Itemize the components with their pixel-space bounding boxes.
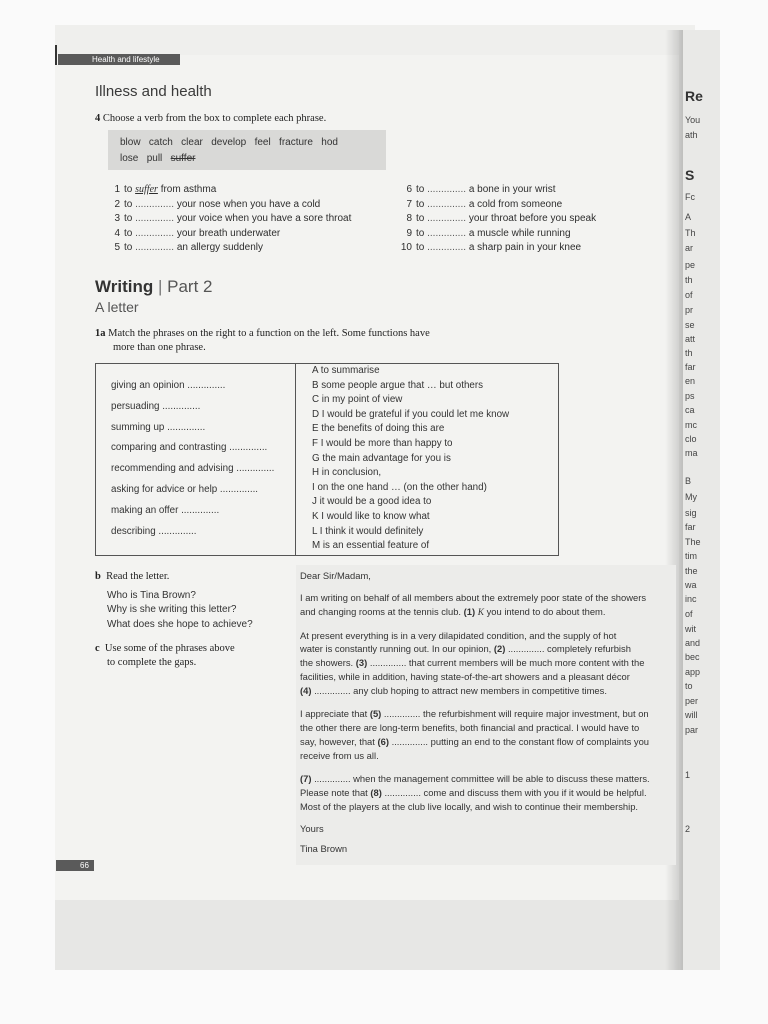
qc-text: Use some of the phrases above [104, 643, 235, 654]
phrase-blank: .............. [135, 213, 175, 224]
function-item: giving an opinion .............. [111, 380, 226, 391]
letter-line: facilities, while in addition, having state-of-the-art showers and a pleasant décor [300, 671, 630, 682]
qc-instruction [95, 643, 235, 654]
phrase-text: a sharp pain in your knee [468, 242, 582, 253]
verb: lose [120, 153, 139, 164]
gap-blank: .............. [314, 773, 351, 784]
phrase-blank: .............. [135, 228, 175, 239]
phrase-to: to [124, 213, 133, 224]
facing-page-fragment: S [685, 167, 695, 183]
qb-text: Read the letter. [106, 571, 170, 582]
letter-text: the showers. [300, 657, 354, 668]
facing-page-fragment: A [685, 212, 692, 222]
phrase-option: F I would be more than happy to [312, 438, 453, 449]
gap-number: (2) [493, 643, 506, 654]
gap-blank: .............. [384, 787, 421, 798]
qb-question: What does she hope to achieve? [107, 619, 253, 630]
phrase-number: 4 [114, 228, 120, 239]
facing-page-fragment: se [685, 320, 695, 330]
verb-box [108, 130, 386, 170]
function-item: asking for advice or help .............. [111, 484, 259, 495]
gap-number: (8) [370, 787, 382, 798]
phrase-blank: .............. [427, 213, 467, 224]
facing-page-fragment: of [685, 609, 693, 619]
facing-page-fragment: The [685, 537, 701, 547]
facing-page-fragment: of [685, 290, 693, 300]
facing-page-fragment: tim [685, 551, 697, 561]
facing-page [679, 30, 720, 970]
letter-text: Please note that [300, 787, 368, 798]
gap-blank: .............. [314, 685, 351, 696]
letter-line [300, 773, 650, 784]
phrase-text: your breath underwater [176, 228, 281, 239]
letter-closing: Yours [300, 823, 324, 834]
phrase-blank: .............. [427, 228, 467, 239]
verb: develop [211, 137, 247, 148]
table-divider [295, 363, 296, 556]
letter-signature: Tina Brown [300, 843, 348, 854]
phrase-item [108, 228, 280, 239]
exercise-4-instruction [95, 113, 326, 124]
writing-part: Part 2 [167, 277, 213, 296]
phrase-number: 3 [114, 213, 120, 224]
phrase-answer: suffer [135, 184, 158, 195]
phrase-blank: .............. [135, 242, 175, 253]
phrase-to: to [416, 213, 425, 224]
function-item: persuading .............. [111, 401, 201, 412]
gap-number: (1) [463, 606, 476, 617]
facing-page-fragment: per [685, 696, 699, 706]
letter-line: I am writing on behalf of all members about the extremely poor state of the showers [300, 592, 647, 603]
phrase-to: to [416, 228, 425, 239]
phrase-text: a cold from someone [468, 199, 563, 210]
phrase-blank: .............. [135, 199, 175, 210]
facing-page-fragment: Fc [685, 192, 695, 202]
gap-blank: .............. [369, 657, 407, 668]
facing-page-fragment: ma [685, 448, 698, 458]
facing-page-fragment: 1 [685, 770, 691, 780]
gap-number: (7) [300, 773, 312, 784]
letter-text: when the management committee will be able to discuss these matters. [353, 773, 650, 784]
phrase-item [108, 184, 216, 195]
qb-label: b [95, 571, 101, 582]
facing-page-fragment: sig [685, 508, 697, 518]
phrase-to: to [416, 199, 425, 210]
phrase-number: 10 [400, 242, 412, 253]
letter-line [300, 708, 649, 719]
phrase-to: to [124, 242, 133, 253]
phrase-blank: .............. [427, 184, 467, 195]
phrase-text: your voice when you have a sore throat [176, 213, 352, 224]
verb: fracture [279, 137, 313, 148]
phrase-option: I on the one hand … (on the other hand) [312, 482, 487, 493]
phrase-option: H in conclusion, [312, 467, 382, 478]
function-item: making an offer .............. [111, 505, 220, 516]
gap-blank: .............. [383, 708, 421, 719]
q1a-number: 1a [95, 328, 106, 339]
phrase-option: B some people argue that … but others [312, 380, 484, 391]
phrase-blank: .............. [427, 199, 467, 210]
facing-page-fragment: to [685, 681, 693, 691]
facing-page-fragment: You [685, 115, 701, 125]
facing-page-fragment: 2 [685, 824, 691, 834]
phrase-text: your nose when you have a cold [176, 199, 321, 210]
page-number: 66 [80, 861, 89, 870]
section-tag [58, 54, 180, 65]
phrase-option: G the main advantage for you is [312, 453, 451, 464]
letter-text: any club hoping to attract new members in competitive times. [353, 685, 607, 696]
facing-page-fragment: ps [685, 391, 695, 401]
phrase-option: J it would be a good idea to [312, 496, 432, 507]
function-item: summing up .............. [111, 422, 206, 433]
letter-line: Most of the players at the club live locally, and wish to continue their membership. [300, 801, 639, 812]
letter-text: you intend to do about them. [486, 606, 606, 617]
letter-text: and changing rooms at the tennis club. [300, 606, 462, 617]
phrase-item [400, 199, 562, 210]
verb-struck: suffer [170, 153, 196, 164]
gap-number: (3) [355, 657, 368, 668]
letter-line [300, 787, 647, 798]
function-item: recommending and advising .............. [111, 463, 275, 474]
verb-row-1 [120, 137, 338, 148]
facing-page-fragment: ath [685, 130, 698, 140]
phrase-to: to [416, 184, 425, 195]
phrase-item [400, 228, 571, 239]
facing-page-fragment: par [685, 725, 699, 735]
gap-blank: .............. [391, 736, 429, 747]
phrase-number: 7 [406, 199, 412, 210]
phrase-to: to [124, 184, 133, 195]
heading-separator: | [157, 277, 163, 296]
letter-line: the other there are long-term benefits, both financial and practical. I would have to [300, 722, 640, 733]
letter-text: putting an end to the constant flow of complaints you [430, 736, 650, 747]
verb: feel [254, 137, 271, 148]
letter-line [300, 657, 644, 668]
letter-text: come and discuss them with you if it would be helpful. [423, 787, 647, 798]
phrase-item [400, 213, 596, 224]
letter-text: completely refurbish [547, 643, 631, 654]
phrase-number: 8 [406, 213, 412, 224]
facing-page-fragment: and [685, 638, 701, 648]
verb: clear [181, 137, 203, 148]
facing-page-fragment: att [685, 334, 696, 344]
phrase-text: a bone in your wrist [468, 184, 556, 195]
facing-page-fragment: ar [685, 243, 694, 253]
phrase-item [108, 213, 351, 224]
function-item: comparing and contrasting .............. [111, 442, 268, 453]
phrase-text: a muscle while running [468, 228, 571, 239]
facing-page-fragment: mc [685, 420, 697, 430]
phrase-item [108, 199, 320, 210]
facing-page-fragment: inc [685, 594, 697, 604]
facing-page-fragment: th [685, 348, 693, 358]
page-bottom-band [55, 900, 695, 970]
verb: pull [146, 153, 163, 164]
letter-line [300, 685, 607, 696]
phrase-number: 9 [406, 228, 412, 239]
function-item: describing .............. [111, 526, 197, 537]
exercise-number: 4 [95, 113, 101, 124]
facing-page-fragment: pr [685, 305, 694, 315]
letter-line: At present everything is in a very dilapidated condition, and the supply of hot [300, 630, 617, 641]
qb-question: Why is she writing this letter? [107, 604, 237, 615]
gap-number: (4) [300, 685, 312, 696]
facing-page-fragment: the [685, 566, 698, 576]
writing-heading [95, 277, 212, 297]
letter-text: the refurbishment will require major investment, but on [423, 708, 649, 719]
phrase-option: C in my point of view [312, 394, 403, 405]
facing-page-fragment: far [685, 362, 696, 372]
letter-text: I appreciate that [300, 708, 368, 719]
letter-line [300, 643, 631, 654]
phrase-text: an allergy suddenly [176, 242, 263, 253]
gap-number: (5) [369, 708, 382, 719]
page-number-tag [56, 860, 94, 871]
facing-page-fragment: My [685, 492, 697, 502]
phrase-number: 5 [114, 242, 120, 253]
verb-row-2 [120, 153, 195, 164]
facing-page-fragment: far [685, 522, 696, 532]
qb-question: Who is Tina Brown? [107, 590, 196, 601]
qc-label: c [95, 643, 100, 654]
verb: hod [321, 137, 338, 148]
phrase-to: to [416, 242, 425, 253]
phrase-blank: .............. [427, 242, 467, 253]
facing-page-fragment: clo [685, 434, 697, 444]
phrase-to: to [124, 228, 133, 239]
letter-line [300, 606, 605, 618]
page-top-band [55, 25, 695, 55]
phrase-item [400, 242, 581, 253]
q1a-instruction [95, 328, 430, 339]
writing-title: Writing [95, 277, 154, 296]
qc-text-line2: to complete the gaps. [107, 657, 197, 668]
facing-page-fragment: bec [685, 652, 700, 662]
page-left-edge [55, 45, 57, 65]
facing-page-fragment: pe [685, 260, 696, 270]
phrase-item [108, 242, 263, 253]
facing-page-fragment: Re [685, 88, 703, 104]
page-title: Illness and health [95, 83, 212, 100]
phrase-number: 6 [406, 184, 412, 195]
phrase-option: L I think it would definitely [312, 526, 424, 537]
phrase-option: A to summarise [312, 365, 380, 376]
letter-line: receive from us all. [300, 750, 379, 761]
gap-number: (6) [377, 736, 389, 747]
letter-text: water is constantly running out. In our opinion, [300, 643, 492, 654]
facing-page-fragment: ca [685, 405, 695, 415]
letter-line [300, 736, 649, 747]
letter-text: say, however, that [300, 736, 375, 747]
facing-page-fragment: wa [685, 580, 697, 590]
phrase-option: D I would be grateful if you could let me know [312, 409, 510, 420]
facing-page-fragment: wit [685, 624, 696, 634]
writing-subtitle: A letter [95, 299, 139, 315]
facing-page-fragment: th [685, 275, 693, 285]
phrase-option: K I would like to know what [312, 511, 430, 522]
phrase-text: from asthma [160, 184, 217, 195]
phrase-text: your throat before you speak [468, 213, 597, 224]
phrase-option: M is an essential feature of [312, 540, 430, 551]
facing-page-fragment: will [685, 710, 698, 720]
phrase-number: 2 [114, 199, 120, 210]
letter-greeting: Dear Sir/Madam, [300, 570, 371, 581]
phrase-item [400, 184, 556, 195]
facing-page-fragment: Th [685, 228, 696, 238]
phrase-number: 1 [114, 184, 120, 195]
letter-text: that current members will be much more content with the [408, 657, 645, 668]
q1a-text-line1: Match the phrases on the right to a function on the left. Some functions have [108, 328, 430, 339]
verb: catch [148, 137, 173, 148]
facing-page-fragment: app [685, 667, 701, 677]
exercise-instruction-text: Choose a verb from the box to complete each phrase. [102, 113, 327, 124]
facing-page-fragment: B [685, 476, 692, 486]
phrase-option: E the benefits of doing this are [312, 423, 445, 434]
phrase-to: to [124, 199, 133, 210]
q1a-text-line2: more than one phrase. [113, 342, 206, 353]
gap-blank: .............. [507, 643, 545, 654]
section-tag-label: Health and lifestyle [92, 55, 160, 64]
facing-page-fragment: en [685, 376, 696, 386]
qb-instruction [95, 571, 169, 582]
gap-answer: K [477, 608, 484, 618]
verb: blow [120, 137, 141, 148]
